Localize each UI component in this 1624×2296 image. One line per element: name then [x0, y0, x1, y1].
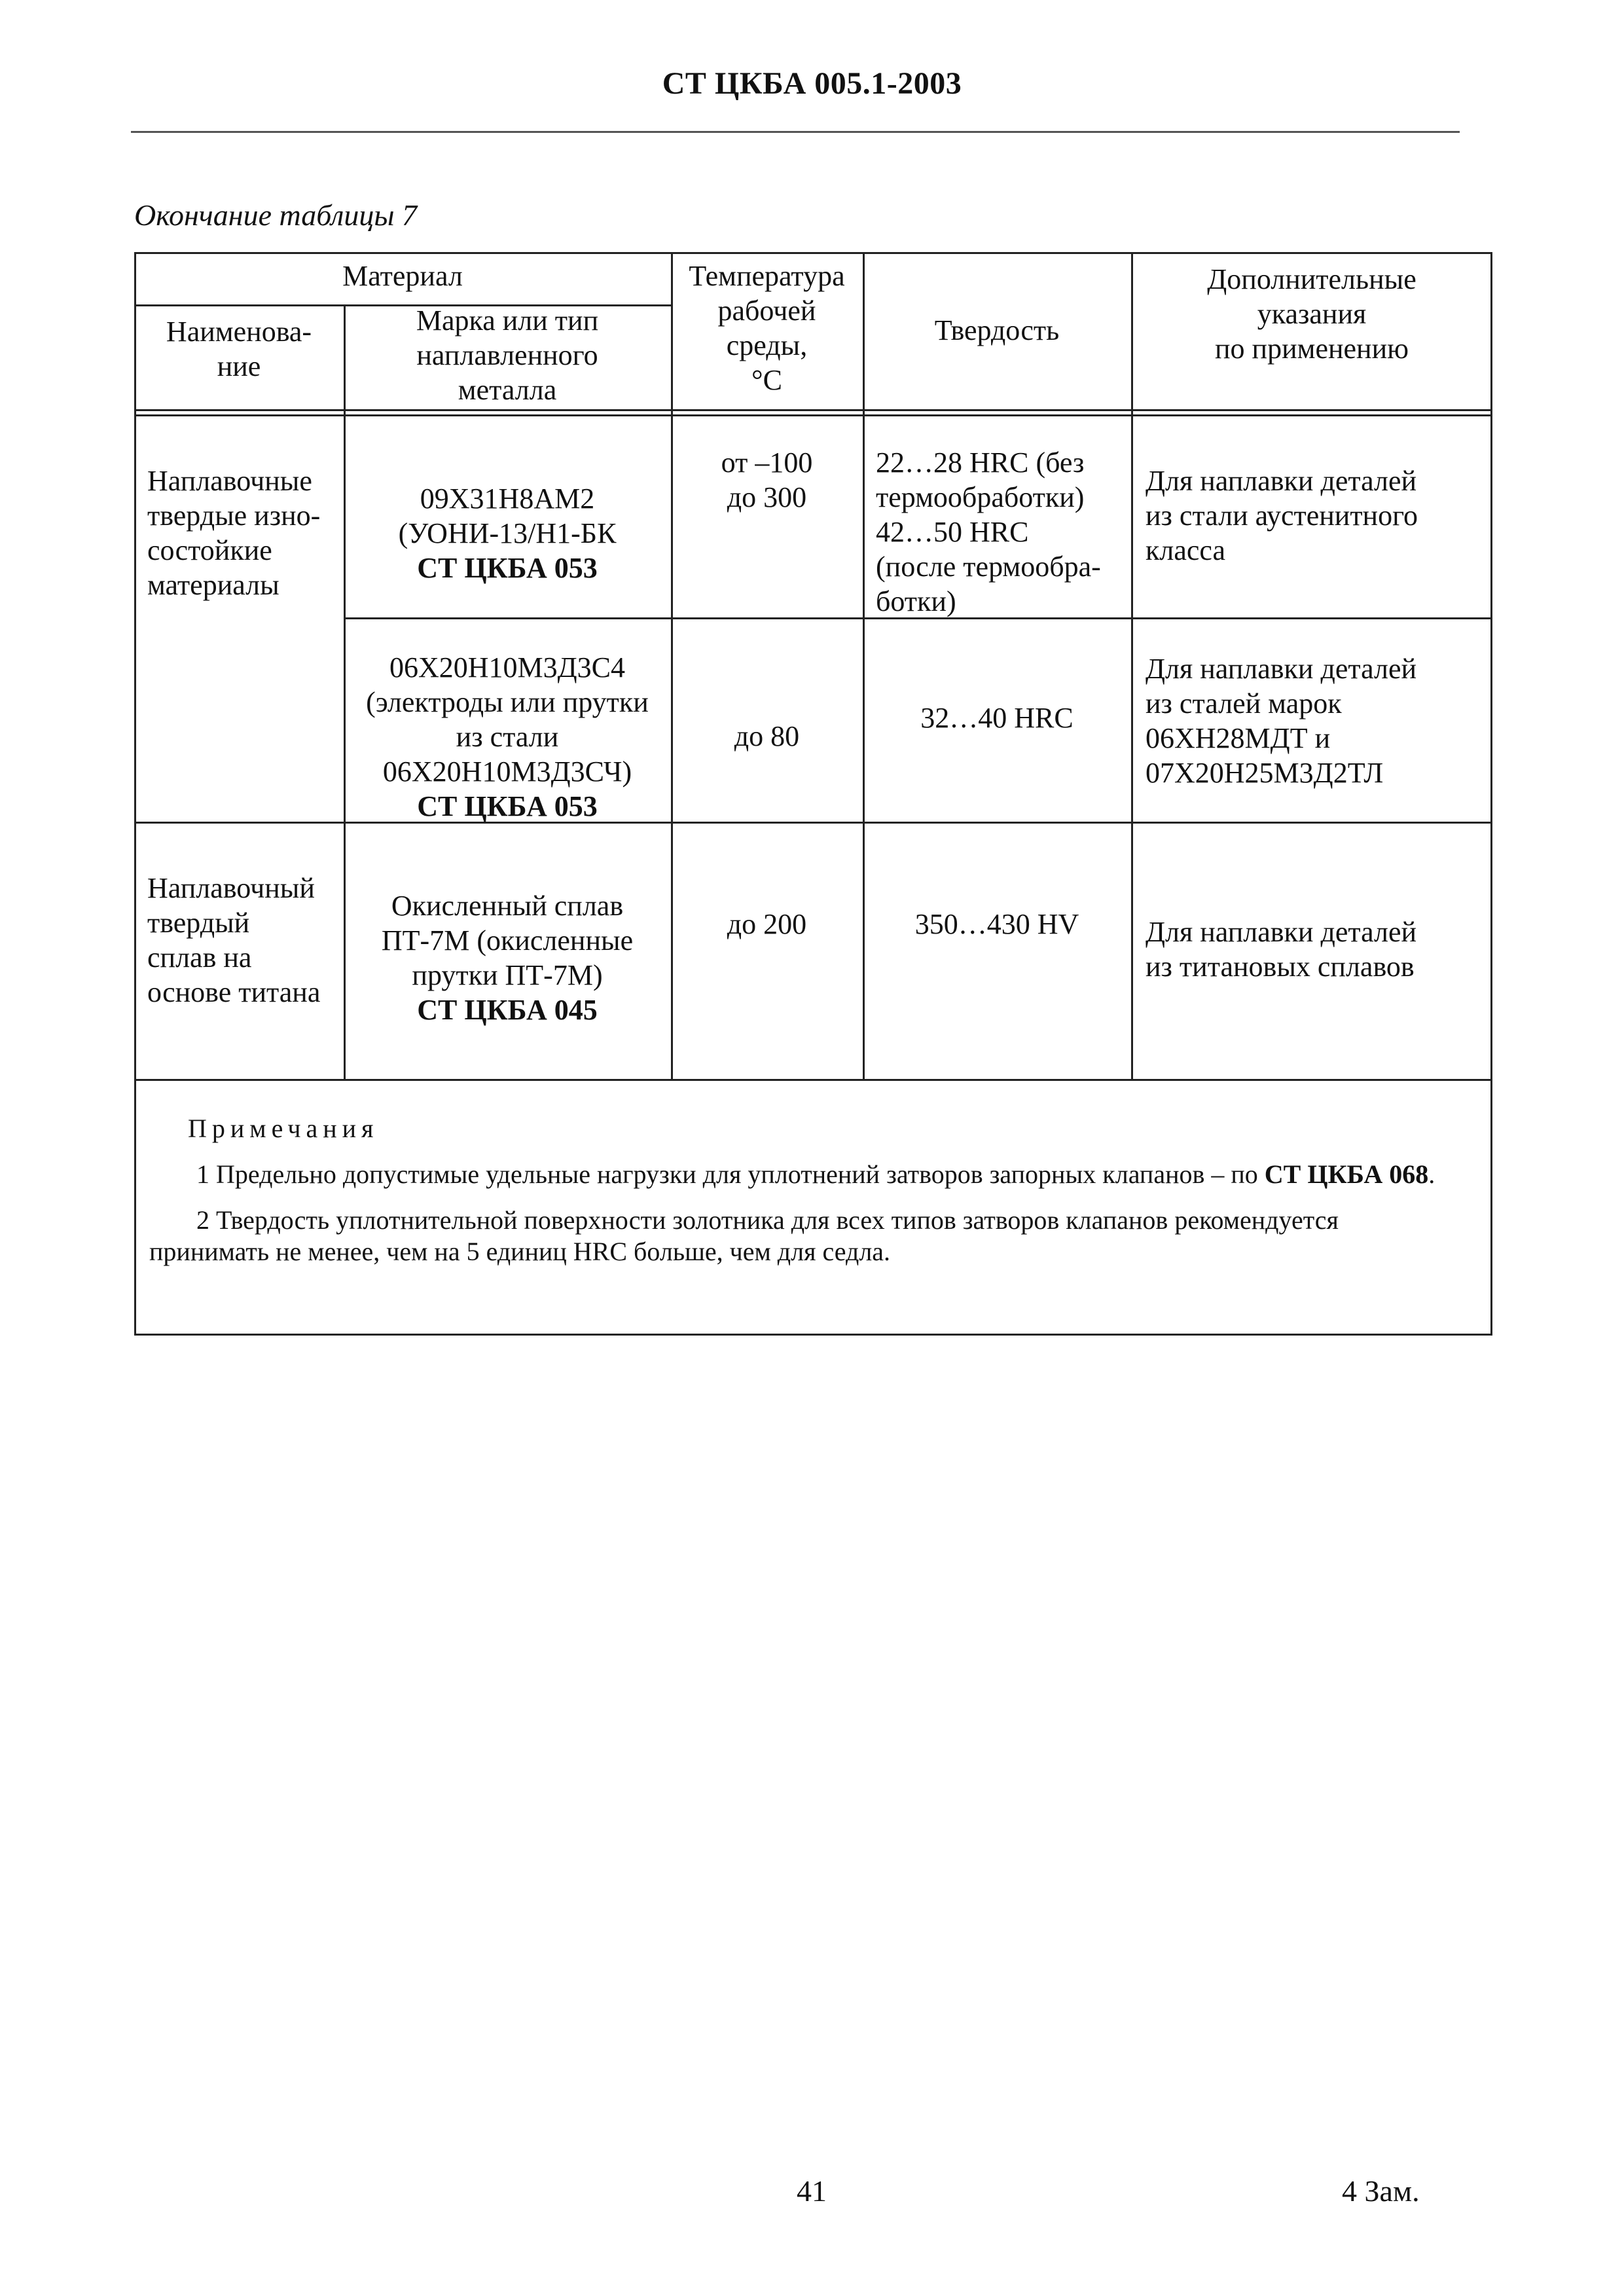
table-caption: Окончание таблицы 7	[134, 198, 417, 232]
row1-grade: 09Х31Н8АМ2 (УОНИ-13/Н1-БК СТ ЦКБА 053	[398, 483, 617, 584]
row3-extra: Для наплавки деталей из титановых сплавов	[1146, 916, 1417, 983]
note-2: 2 Твердость уплотнительной поверхности золотника для всех типов затворов клапанов рекомендуется	[196, 1205, 1339, 1235]
revision-mark: 4 Зам.	[1342, 2174, 1420, 2208]
page-number: 41	[797, 2174, 827, 2208]
row1-name: Наплавочные твердые изно- состойкие материалы	[147, 465, 321, 601]
header-temperature: Температура рабочей среды, °С	[689, 260, 845, 396]
note-1: 1 Предельно допустимые удельные нагрузки для уплотнений затворов запорных клапанов – по СТ ЦКБА 068.	[196, 1159, 1435, 1189]
document-code: СТ ЦКБА 005.1-2003	[662, 66, 962, 101]
row3-temperature: до 200	[727, 908, 807, 940]
header-rule	[131, 131, 1460, 133]
row2-grade: 06Х20Н10М3Д3С4 (электроды или прутки из стали 06Х20Н10М3Д3СЧ) СТ ЦКБА 053	[366, 651, 649, 822]
header-extra: Дополнительные указания по применению	[1207, 263, 1416, 365]
row2-hardness: 32…40 HRC	[920, 702, 1074, 734]
row1-temperature: от –100 до 300	[721, 446, 813, 513]
header-name: Наименова- ние	[166, 316, 312, 382]
header-bottom-rule-2	[134, 414, 1492, 416]
header-grade: Марка или тип наплавленного металла	[416, 304, 599, 406]
note-2-continuation: принимать не менее, чем на 5 единиц HRC больше, чем для седла.	[149, 1237, 891, 1266]
header-material: Материал	[342, 260, 463, 292]
notes-title: Примечания	[188, 1114, 379, 1143]
row3-name: Наплавочный твердый сплав на основе титана	[147, 872, 321, 1008]
col-rule-4	[1131, 252, 1133, 1079]
row3-grade: Окисленный сплав ПТ-7М (окисленные прутки ПТ-7М) СТ ЦКБА 045	[381, 890, 634, 1026]
row2-extra: Для наплавки деталей из сталей марок 06ХН28МДТ и 07Х20Н25М3Д2ТЛ	[1146, 653, 1417, 789]
row1-extra: Для наплавки деталей из стали аустенитного класса	[1146, 465, 1418, 566]
col-rule-3	[863, 252, 865, 1079]
rows-bottom-rule	[134, 1079, 1492, 1081]
header-bottom-rule	[134, 409, 1492, 411]
row3-hardness: 350…430 HV	[914, 908, 1079, 940]
row1-hardness: 22…28 HRC (без термообработки) 42…50 HRC (после термообра- ботки)	[876, 446, 1101, 617]
row2-temperature: до 80	[734, 720, 800, 752]
header-hardness: Твердость	[934, 314, 1060, 346]
row-2-bottom-rule	[134, 822, 1492, 824]
